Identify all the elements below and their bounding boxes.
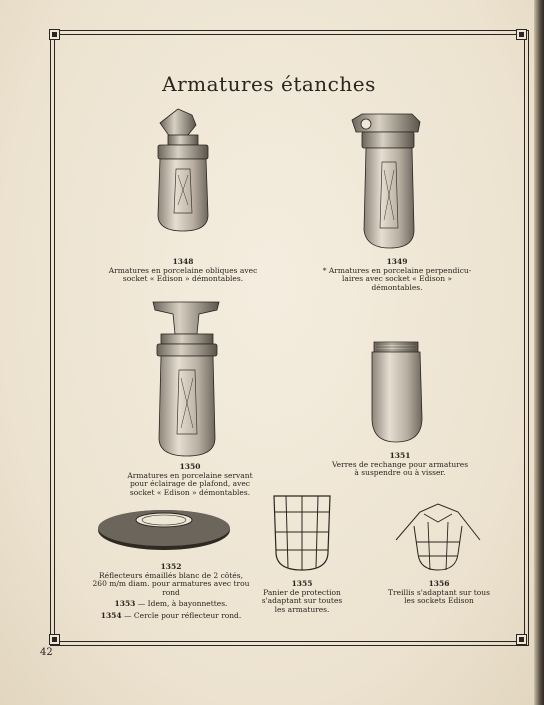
item-number: 1356 [428, 579, 450, 588]
item-number: 1349 [386, 257, 408, 266]
item-number: 1348 [172, 257, 194, 266]
caption-variant-1354 [86, 612, 256, 621]
caption-line: Panier de protection [263, 587, 341, 597]
page-edge [534, 0, 544, 705]
caption-variant-1353 [86, 600, 256, 609]
caption-line: 260 m/m diam. pour armatures avec trou rond [92, 579, 250, 597]
corner-ornament-top-right [516, 29, 527, 40]
reflector-1352-illustration [96, 506, 232, 556]
fixture-1349-illustration [350, 110, 430, 250]
fixture-1350-illustration [153, 300, 223, 460]
caption-line: laires avec socket « Edison » démontables. [341, 274, 453, 292]
item-number: 1354 [100, 610, 122, 620]
item-number: 1351 [389, 451, 411, 460]
caption-1351 [330, 452, 470, 478]
caption-line: * Armatures en porcelaine perpendicu- [322, 265, 472, 275]
caption-1356 [384, 580, 494, 606]
item-number: 1355 [291, 579, 313, 588]
caption-line: socket « Edison » démontables. [129, 487, 251, 497]
page-number: 42 [40, 647, 53, 658]
caption-line: — Cercle pour réflecteur rond. [124, 610, 242, 620]
item-number: 1352 [160, 562, 182, 571]
glass-1351-illustration [368, 338, 428, 448]
caption-line: s'adaptant sur toutes [261, 596, 343, 605]
caption-line: — Idem, à bayonnettes. [137, 599, 228, 608]
caption-line: les armatures. [274, 604, 330, 614]
trellis-1356-illustration [394, 496, 484, 576]
corner-ornament-top-left [49, 29, 60, 40]
caption-1349 [318, 258, 476, 292]
caption-line: Verres de rechange pour armatures [331, 459, 469, 469]
caption-line: Réflecteurs émaillés blanc de 2 côtés, [99, 570, 243, 580]
caption-line: socket « Edison » démontables. [122, 274, 244, 283]
corner-ornament-bottom-left [49, 634, 60, 645]
basket-1355-illustration [270, 492, 334, 572]
caption-line: à suspendre ou à visser. [354, 468, 446, 477]
caption-1355 [252, 580, 352, 614]
caption-line: Armatures en porcelaine obliques avec [108, 265, 258, 275]
page-title: Armatures étanches [162, 72, 376, 96]
caption-1348 [108, 258, 258, 284]
caption-line: les sockets Edison [404, 596, 474, 605]
caption-1350 [120, 463, 260, 497]
item-number: 1353 [114, 599, 136, 608]
corner-ornament-bottom-right [516, 634, 527, 645]
caption-line: Armatures en porcelaine servant [127, 470, 253, 480]
caption-line: pour éclairage de plafond, avec [129, 479, 251, 488]
item-number: 1350 [179, 462, 201, 471]
fixture-1348-illustration [148, 105, 218, 235]
caption-line: Treillis s'adaptant sur tous [388, 587, 490, 597]
caption-1352 [86, 563, 256, 620]
